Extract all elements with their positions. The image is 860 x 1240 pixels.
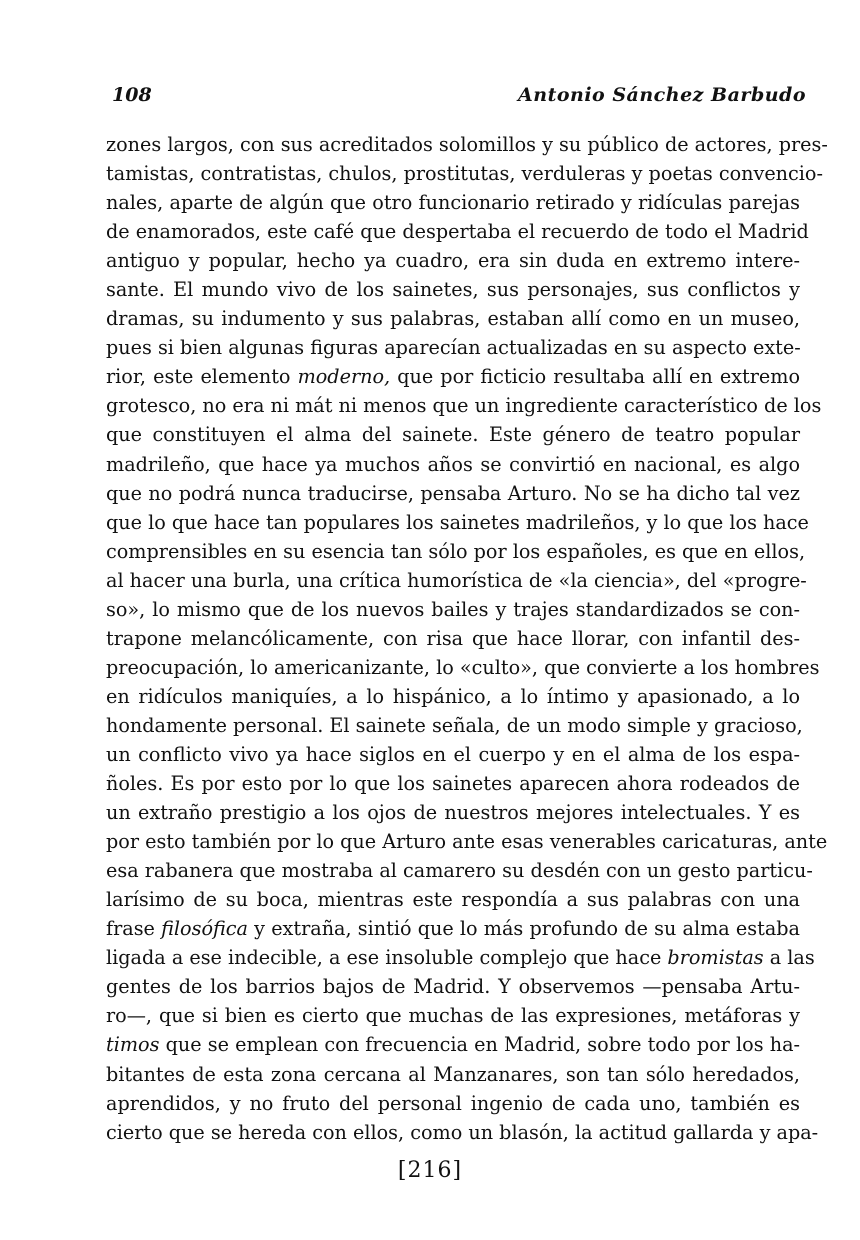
text-segment: rior, este elemento <box>106 365 298 389</box>
text-line <box>106 827 828 856</box>
text-segment: bitantes de esta zona cercana al Manzanares, son tan sólo heredados, <box>106 1062 800 1086</box>
text-segment: antiguo y popular, hecho ya cuadro, era sin duda en extremo intere- <box>106 249 800 273</box>
text-line <box>106 624 800 653</box>
text-segment: cierto que se hereda con ellos, como un blasón, la actitud gallarda y apa- <box>106 1120 819 1144</box>
text-segment: de enamorados, este café que despertaba el recuerdo de todo el Madrid <box>106 220 809 244</box>
text-line <box>106 246 800 275</box>
text-segment: esa rabanera que mostraba al camarero su desdén con un gesto particu- <box>106 859 813 883</box>
text-line <box>106 1060 800 1089</box>
text-segment: que constituyen el alma del sainete. Este género de teatro popular <box>106 423 800 447</box>
text-line <box>106 856 813 885</box>
text-line <box>106 798 800 827</box>
text-line <box>106 914 800 943</box>
text-segment: y extraña, sintió que lo más profundo de su alma estaba <box>247 917 800 941</box>
text-segment: zones largos, con sus acreditados solomillos y su público de actores, pres- <box>106 133 828 156</box>
text-segment: so», lo mismo que de los nuevos bailes y trajes standardizados se con- <box>106 597 800 621</box>
text-line <box>106 508 809 537</box>
text-segment: pues si bien algunas figuras aparecían actualizadas en su aspecto exte- <box>106 336 801 360</box>
text-line <box>106 333 800 362</box>
text-line <box>106 304 800 333</box>
emphasized-word: timos <box>106 1033 160 1057</box>
text-segment: a las <box>763 946 815 970</box>
text-line <box>106 420 800 449</box>
text-segment: que lo que hace tan populares los sainetes madrileños, y lo que los hace <box>106 510 809 534</box>
text-line <box>106 595 800 624</box>
text-segment: dramas, su indumento y sus palabras, estaban allí como en un museo, <box>106 307 800 331</box>
text-segment: frase <box>106 917 162 941</box>
text-segment: que se emplean con frecuencia en Madrid, sobre todo por los ha- <box>159 1033 800 1057</box>
running-head <box>112 84 806 112</box>
text-line <box>106 566 807 595</box>
text-line <box>106 537 806 566</box>
emphasized-word: bromistas <box>667 946 764 970</box>
page-number: 108 <box>112 84 152 106</box>
text-line <box>106 1001 800 1030</box>
text-segment: ligada a ese indecible, a ese insoluble complejo que hace <box>106 946 668 970</box>
emphasized-word: filosófica <box>161 917 248 941</box>
text-segment: al hacer una burla, una crítica humorística de «la ciencia», del «progre- <box>106 568 807 592</box>
text-segment: tamistas, contratistas, chulos, prostitutas, verduleras y poetas convencio- <box>106 162 823 186</box>
text-line <box>106 1089 800 1118</box>
text-line <box>106 972 800 1001</box>
text-line <box>106 653 820 682</box>
text-segment: en ridículos maniquíes, a lo hispánico, a lo íntimo y apasionado, a lo <box>106 684 800 708</box>
text-segment: aprendidos, y no fruto del personal ingenio de cada uno, también es <box>106 1091 800 1115</box>
text-segment: que por ficticio resultaba allí en extremo <box>390 365 801 389</box>
text-segment: sante. El mundo vivo de los sainetes, sus personajes, sus conflictos y <box>106 278 800 302</box>
text-line <box>106 450 800 479</box>
text-segment: gentes de los barrios bajos de Madrid. Y observemos —pensaba Artu- <box>106 975 800 999</box>
text-segment: larísimo de su boca, mientras este respondía a sus palabras con una <box>106 888 800 912</box>
text-line <box>106 711 803 740</box>
text-line <box>106 740 800 769</box>
text-line <box>106 188 800 217</box>
emphasized-word: moderno, <box>297 365 391 389</box>
text-segment: grotesco, no era ni mát ni menos que un ingrediente característico de los <box>106 394 822 418</box>
text-segment: ro—, que si bien es cierto que muchas de las expresiones, metáforas y <box>106 1004 800 1028</box>
text-line <box>106 1118 819 1147</box>
text-line <box>106 1030 800 1059</box>
text-line <box>106 885 800 914</box>
text-line <box>106 159 823 188</box>
text-line <box>106 130 828 159</box>
text-line <box>106 682 800 711</box>
text-segment: un conflicto vivo ya hace siglos en el cuerpo y en el alma de los espa- <box>106 742 800 766</box>
text-segment: hondamente personal. El sainete señala, de un modo simple y gracioso, <box>106 713 803 737</box>
text-line <box>106 391 822 420</box>
text-segment: un extraño prestigio a los ojos de nuestros mejores intelectuales. Y es <box>106 801 800 825</box>
text-segment: comprensibles en su esencia tan sólo por los españoles, es que en ellos, <box>106 539 806 563</box>
text-line <box>106 479 800 508</box>
body-text <box>106 130 828 1147</box>
text-segment: por esto también por lo que Arturo ante esas venerables caricaturas, ante <box>106 830 828 854</box>
text-line <box>106 943 815 972</box>
page-marker: [216] <box>397 1158 463 1183</box>
text-line <box>106 217 809 246</box>
text-segment: madrileño, que hace ya muchos años se convirtió en nacional, es algo <box>106 452 800 476</box>
running-head-author: Antonio Sánchez Barbudo <box>518 84 806 106</box>
text-segment: que no podrá nunca traducirse, pensaba Arturo. No se ha dicho tal vez <box>106 481 800 505</box>
text-line <box>106 275 800 304</box>
text-segment: nales, aparte de algún que otro funcionario retirado y ridículas parejas <box>106 191 800 215</box>
text-line <box>106 362 800 391</box>
text-segment: ñoles. Es por esto por lo que los sainetes aparecen ahora rodeados de <box>106 772 800 796</box>
text-segment: trapone melancólicamente, con risa que hace llorar, con infantil des- <box>106 626 800 650</box>
text-segment: preocupación, lo americanizante, lo «culto», que convierte a los hombres <box>106 655 820 679</box>
text-line <box>106 769 800 798</box>
